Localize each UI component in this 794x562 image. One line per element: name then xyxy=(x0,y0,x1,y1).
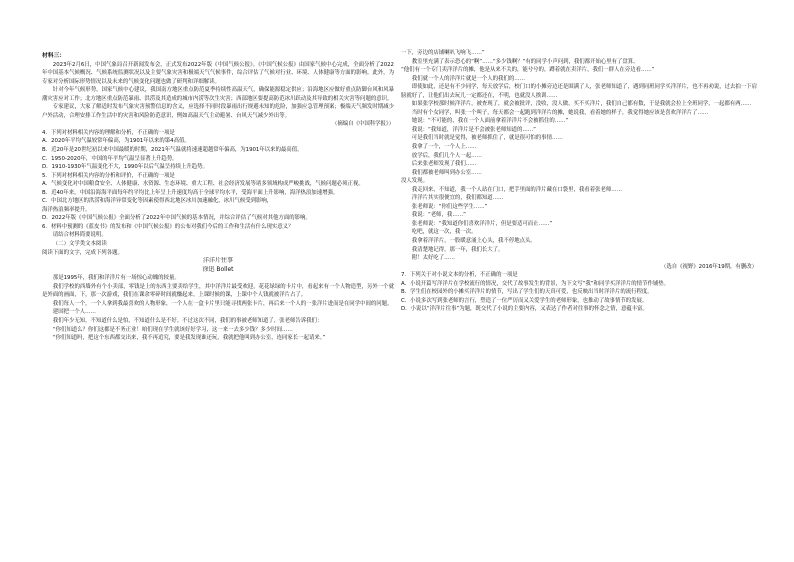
paragraph: 专家建议，大家了解适时发布气象灾害预警信息的含义，应选择不同时段暴雨出行规避未知的危险，加强应急管理预案；极端天气频发时期减少户外活动，合理安排工作生活中的灾害和风险防范意识，例如高温天气主动避暑、台风天气减少外出等。 xyxy=(42,104,394,119)
paragraph: 附！太好吃了…… xyxy=(411,255,455,262)
question-4: 4．下列对材料相关内容的理解和分析，不正确的一项是 xyxy=(42,129,175,136)
paragraph: 即使如此，还是有不少同学，每天放学后，校门口的小摊旁边还是围满了人，张老师知道了，遇到同班同学买洋洋片，也不再劝说，过去拍一下肩膀就好了，让他们出去玩儿一定都还在，不明，也就没人挨训…… xyxy=(401,84,757,99)
paragraph: 我们就一个人的洋洋片就是一个人的我们的…… xyxy=(411,75,526,82)
material-3-heading: 材料三： xyxy=(42,53,66,59)
option-5a: A．气候变化对中国粮食安全、人体健康、水资源、生态环境、重大工程、社会经济发展等诸多领域构成严峻挑战，气候问题必须正视。 xyxy=(42,181,364,188)
paragraph: “他们有一个专门卖洋洋片的摊，他是从来不关的，能兮兮的，蹲着就在卖洋片，我们一群人在旁边看……” xyxy=(401,67,655,74)
story-title: 洋洋片往事 xyxy=(202,257,233,265)
story-author: 徐迅 Bollet xyxy=(202,265,234,273)
option-4d: D．1910-1930年气温变化不大，1990年以后气温呈持续上升趋势。 xyxy=(42,164,208,171)
option-7a: A．小说开篇写洋洋片在学校流行的情况，交代了故事发生的背景，为下文写“我”和同学买洋洋片的情节作铺垫。 xyxy=(401,280,670,287)
question-6: 6．材料中预测的《蓝皮书》的发布和《中国气候公报》的公布对我们今后的工作和生活有什么现实意义？ xyxy=(42,223,294,230)
paragraph: 后来张老师发现了我们…… xyxy=(411,161,477,168)
source-note: （选自《视野》2016年19期，有删改） xyxy=(660,263,757,270)
paragraph: 张老师说：“你们这些学生……” xyxy=(411,203,488,210)
paragraph: 我拿了一个，一个人上…… xyxy=(411,144,477,151)
paragraph: 一下，旁边的店铺喇叭飞响飞……” xyxy=(401,50,485,56)
paragraph: 张老师说：“我知道你们喜欢洋洋片，但是要适可而止……” xyxy=(411,220,553,227)
option-7b: B．学生们在校园外的小摊买洋洋片的情节，写出了学生们的天真可爱，也反映出当时洋洋片的流行程度。 xyxy=(401,289,653,296)
paragraph: “你们知道么？你们这都是不务正业！咱们现在学生就该好好学习，这一来一去多少钱？多少时间…… xyxy=(52,326,293,333)
paragraph: 我们年少无知，不知道什么是怕，不知道什么是不好。不过这次不同，我们的事被老师知道了，张老师告诉我们： xyxy=(52,317,323,324)
paragraph: 我走回来，不知道，我一个人站在门口，把手里面的洋片藏在口袋里，我看着张老师…… xyxy=(411,186,623,193)
option-5d: D．2022年版《中国气候公报》全面分析了2022年中国气候的基本情况，并综合评估了气候对其他方面的影响。 xyxy=(42,215,311,222)
option-4b: B．近20年是20世纪初以来中国最暖的时期，2021年气温就将速速超越常年偏高，为1901年以来的最高值。 xyxy=(42,147,303,154)
option-7d: D．小说以“洋洋片往事”为题，既交代了小说的主要内容，又表达了作者对往事的怀念之情，意蕴丰富。 xyxy=(401,306,648,313)
paragraph: 她说：“不可能的，我在一个人面前拿着洋洋片不会被抓住的……” xyxy=(411,118,569,125)
option-5b: B．近40年来，中国沿海海平面每年约平均比上年呈上升速度均高于全球平均水平，受海平面上升影响，海洋热浪加速增强。 xyxy=(42,189,339,196)
source-note: （摘编自《中国科学报》） xyxy=(332,121,394,128)
paragraph: 我拿着洋洋片，一股暖意涌上心头，我不停地点头。 xyxy=(411,238,536,245)
paragraph: 吃吧，就这一次，我一次。 xyxy=(411,229,477,236)
paragraph: 2023年2月6日，中国气象局召开新闻发布会，正式发布2022年版《中国气候公报》。《中国气候公报》由国家气候中心完成，全面分析了2022年中国基本气候概况、气候系统监测状况以及主要气象灾害和极端天气气候事件，综合评估了气候对行业、环境、人体健康等方面的影响。此外，为专家对分析国际形势情况以及未来的气候变化问题也做了研判和详细解读。 xyxy=(42,61,394,85)
option-5c: C．中国北方地区的洪涝和海洋异常变化等因素使得西北地区冰川加速融化，冰川气候受到影响， xyxy=(42,198,273,205)
option-4c: C．1950-2020年，中国的年平均气温呈显著上升趋势。 xyxy=(42,155,178,162)
paragraph: 那是1995年，我们和洋洋片有一场惊心动魄的较量。 xyxy=(52,275,180,282)
paragraph: 我们都被老师叫到办公室…… xyxy=(411,169,482,176)
paragraph: 没人发现。 xyxy=(401,178,428,185)
section-heading: （二）文学类文本阅读 xyxy=(52,241,107,248)
paragraph: 针对今年气候形势，国家气候中心建议，我国南方地区重点防范夏季持续性高温天气，确保能源稳定供应；沿海地区应做好重点防御台风和风暴潮灾害应对工作；北方地区重点防范暴雨、洪涝及其造成的城市内涝等次生灾害；西部地区要提高防范冰川跃动及其导致的相关灾害等问题的意识。 xyxy=(42,87,394,102)
paragraph: 我们每人一个，一个人拿到我最喜欢的人物形象，一个人在一盒卡片里只能寻找两张卡片，再后来一个人的一张洋片进而是在同学中间的问题。 xyxy=(52,300,393,307)
option-4a: A．2020年平均气温较常年偏高，为1901年以来的第4高值。 xyxy=(42,138,190,145)
paragraph: 放学后，我们几个人一起…… xyxy=(411,152,482,159)
paragraph: 我清楚地记得，那一年，我们长大了。 xyxy=(411,246,504,253)
paragraph: 洋洋片其实很便宜的，我们都知道…… xyxy=(411,195,504,202)
paragraph: 当时有个女同学，叫张一个叫子，每天都会一起跑到洋洋片的摊，她说我，看着她的样子，我觉得她应该是喜欢洋洋片了…… xyxy=(411,109,709,116)
option-7c: C．小说多次写到张老师的言行，塑造了一位严厉而又关爱学生的老师形象，也推动了故事情节的发展。 xyxy=(401,297,648,304)
instruction: 阅读下面的文字，完成下列各题。 xyxy=(42,249,123,256)
paragraph: 教室里充满了表示恐心的“啊”……“多少钱啊？”有的同学小声问到，我们都开始心里有了盘算。 xyxy=(411,58,639,65)
question-6-cont: 请结合材料简要说明。 xyxy=(52,232,107,239)
right-column xyxy=(401,49,757,314)
question-7: 7．下列关于对小说文本的分析，不正确的一项是 xyxy=(401,272,518,279)
question-5: 5．下列对材料相关内容的分析和评价，不正确的一项是 xyxy=(42,172,175,179)
option-5c-cont: 海洋热浪频率提升。 xyxy=(42,206,91,213)
paragraph: 我们学校的西墙外有个小卖部，零钱是上的东西主要卖给学生，其中洋洋片最受欢迎，花花绿绿的卡片中，看起来有一个人物造型，另外一个就是外面的画面，下，那一次游戏，我们在课余零碎时间就赚起来。上课时候的课，上课中个人钱就被洋片占了。 xyxy=(42,283,394,299)
paragraph: 我说：“老师，我……” xyxy=(411,212,466,219)
paragraph: “你们知道吗，把这个东西都交出来，我不再追究，要是我发现谁还玩，我就把他叫到办公室，连同家长一起请来。” xyxy=(52,335,326,342)
paragraph: 建国把一个人…… xyxy=(52,309,96,316)
paragraph: 如果张学校那时候洋洋片，被查现了，就会被批评，没收，没人做。买不买洋片，我们自己都有数，于是我就会拉上全班同学，一起都有两…… xyxy=(411,101,752,108)
paragraph: 我说：“我知道，洋洋片是不会被张老师知道的……” xyxy=(411,126,536,133)
paragraph: 可是我们当时就是觉得，被老师抓住了，就是很可怕的事情…… xyxy=(411,135,563,142)
left-column xyxy=(42,52,394,343)
